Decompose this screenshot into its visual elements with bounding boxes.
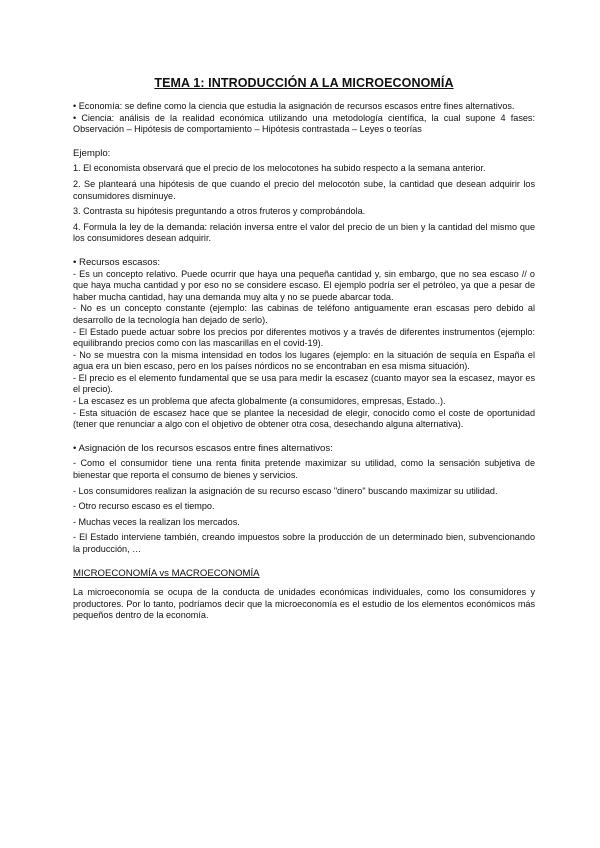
example-item-4: 4. Formula la ley de la demanda: relación inversa entre el valor del precio de un bien y la cantidad del mismo que los consumidores desean adquirir. bbox=[73, 221, 535, 244]
micro-macro-heading: MICROECONOMÍA vs MACROECONOMÍA bbox=[73, 567, 260, 579]
scarce-resources-heading: • Recursos escasos: bbox=[73, 256, 161, 268]
example-item-1: 1. El economista observará que el precio de los melocotones ha subido respecto a la semana anterior. bbox=[73, 163, 486, 174]
example-item-3: 3. Contrasta su hipótesis preguntando a otros fruteros y comprobándola. bbox=[73, 206, 366, 217]
example-label: Ejemplo: bbox=[73, 147, 111, 159]
scarce-item-7: - Esta situación de escasez hace que se plantee la necesidad de elegir, conocido como el coste de oportunidad (tener que renunciar a algo con el objetivo de obtener otra cosa, desechando alguna alternativa). bbox=[73, 407, 535, 430]
scarce-item-3: - El Estado puede actuar sobre los precios por diferentes motivos y a través de diferentes instrumentos (ejemplo: equilibrando precios como con las mascarillas en el covid-19). bbox=[73, 326, 535, 349]
allocation-item-5: - El Estado interviene también, creando impuestos sobre la producción de un determinado bien, subvencionando la producción, … bbox=[73, 532, 535, 554]
allocation-item-1: - Como el consumidor tiene una renta finita pretende maximizar su utilidad, como la sensación subjetiva de bienestar que reporta el consumo de bienes y servicios. bbox=[73, 458, 535, 481]
micro-macro-paragraph: La microeconomía se ocupa de la conducta de unidades económicas individuales, como los consumidores y productores. Por lo tanto, podríamos decir que la microeconomía es el estudio de los elementos económicos más pequeños dentro de la economía. bbox=[73, 587, 535, 621]
example-item-2: 2. Se planteará una hipótesis de que cuando el precio del melocotón sube, la cantidad que desean adquirir los consumidores disminuye. bbox=[73, 178, 535, 201]
scarce-item-2: - No es un concepto constante (ejemplo: las cabinas de teléfono antiguamente eran escasas pero debido al desarrollo de la tecnología han dejado de serlo). bbox=[73, 303, 535, 325]
scarce-item-4: - No se muestra con la misma intensidad en todos los lugares (ejemplo: en la situación de sequía en España el agua era un bien escaso, pero en los países nórdicos no se encontraban en esa misma situación). bbox=[73, 349, 535, 372]
document-body bbox=[73, 76, 535, 622]
allocation-item-4: - Muchas veces la realizan los mercados. bbox=[73, 516, 240, 527]
scarce-item-1: - Es un concepto relativo. Puede ocurrir que haya una pequeña cantidad y, sin embargo, que no sea escaso // o que haya mucha cantidad y por eso no se considere escaso. El ejemplo podría ser el petróleo, ya que a pesar de haber mucha cantidad, hay una demanda muy alta y no se puede abarcar toda. bbox=[73, 268, 535, 302]
scarce-item-5: - El precio es el elemento fundamental que se usa para medir la escasez (cuanto mayor sea la escasez, mayor es el precio). bbox=[73, 372, 535, 395]
intro-economia: • Economía: se define como la ciencia que estudia la asignación de recursos escasos entre fines alternativos. bbox=[73, 101, 515, 111]
intro-ciencia: • Ciencia: análisis de la realidad económica utilizando una metodología científica, la cual supone 4 fases: Observación – Hipótesis de comportamiento – Hipótesis contrastada – Leyes o teorías bbox=[73, 112, 535, 135]
page-title: TEMA 1: INTRODUCCIÓN A LA MICROECONOMÍA bbox=[154, 76, 454, 90]
allocation-item-3: - Otro recurso escaso es el tiempo. bbox=[73, 501, 215, 512]
scarce-item-6: - La escasez es un problema que afecta globalmente (a consumidores, empresas, Estado..). bbox=[73, 396, 446, 407]
allocation-item-2: - Los consumidores realizan la asignación de su recurso escaso "dinero" buscando maximizar su utilidad. bbox=[73, 485, 498, 496]
allocation-heading: • Asignación de los recursos escasos entre fines alternativos: bbox=[73, 442, 333, 454]
